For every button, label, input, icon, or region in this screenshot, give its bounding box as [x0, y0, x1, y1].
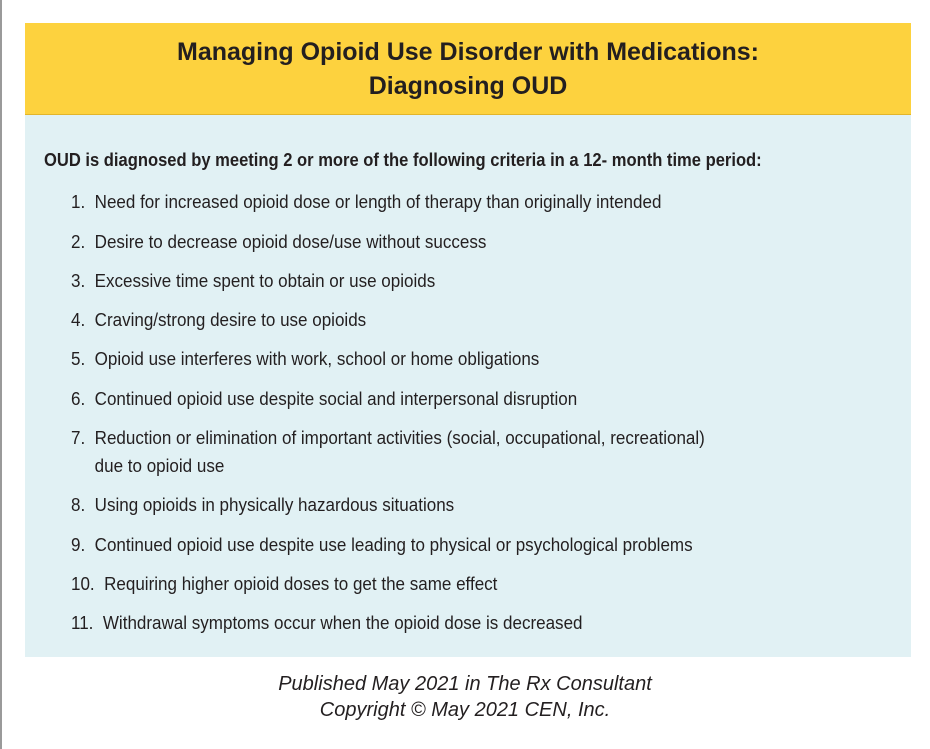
criteria-item	[71, 570, 497, 598]
criteria-item	[71, 491, 454, 519]
publication-footer	[0, 671, 930, 723]
criteria-item	[71, 306, 366, 334]
criteria-text: Desire to decrease opioid dose/use without success	[94, 231, 487, 252]
criteria-text: Withdrawal symptoms occur when the opioid dose is decreased	[102, 612, 583, 633]
criteria-number: 2.	[71, 231, 86, 252]
criteria-number: 5.	[71, 348, 86, 369]
criteria-text: Opioid use interferes with work, school or home obligations	[94, 348, 540, 369]
criteria-item	[71, 531, 693, 559]
criteria-item	[71, 267, 435, 295]
criteria-item	[71, 385, 577, 413]
criteria-text-line-1: Reduction or elimination of important activities (social, occupational, recreational)	[94, 427, 705, 448]
criteria-item	[71, 424, 705, 480]
left-edge-rule	[0, 0, 2, 749]
criteria-text: Requiring higher opioid doses to get the same effect	[104, 573, 498, 594]
criteria-text: Excessive time spent to obtain or use opioids	[94, 270, 436, 291]
criteria-number: 11.	[71, 612, 94, 633]
criteria-item	[71, 345, 539, 373]
title-line-1: Managing Opioid Use Disorder with Medications:	[177, 37, 759, 66]
criteria-text: Using opioids in physically hazardous situations	[94, 494, 455, 515]
criteria-number: 4.	[71, 309, 86, 330]
criteria-number: 9.	[71, 534, 86, 555]
criteria-text-line-2: due to opioid use	[94, 455, 225, 476]
copyright-notice: Copyright © May 2021 CEN, Inc.	[319, 699, 611, 721]
criteria-number: 1.	[71, 191, 86, 212]
criteria-number: 7.	[71, 427, 86, 448]
criteria-item	[71, 609, 583, 637]
title-banner	[25, 23, 911, 115]
criteria-number: 10.	[71, 573, 95, 594]
publication-credit: Published May 2021 in The Rx Consultant	[278, 673, 652, 695]
title-line-2: Diagnosing OUD	[368, 71, 568, 100]
criteria-text: Craving/strong desire to use opioids	[94, 309, 367, 330]
criteria-text	[95, 424, 705, 480]
criteria-text: Continued opioid use despite social and interpersonal disruption	[94, 388, 578, 409]
criteria-number: 8.	[71, 494, 86, 515]
criteria-item	[71, 228, 486, 256]
criteria-text: Need for increased opioid dose or length of therapy than originally intended	[94, 191, 662, 212]
criteria-text: Continued opioid use despite use leading to physical or psychological problems	[94, 534, 693, 555]
criteria-number: 3.	[71, 270, 86, 291]
criteria-panel	[25, 115, 911, 657]
criteria-intro: OUD is diagnosed by meeting 2 or more of the following criteria in a 12- month time period:	[44, 150, 762, 170]
criteria-number: 6.	[71, 388, 86, 409]
criteria-item	[71, 188, 661, 216]
